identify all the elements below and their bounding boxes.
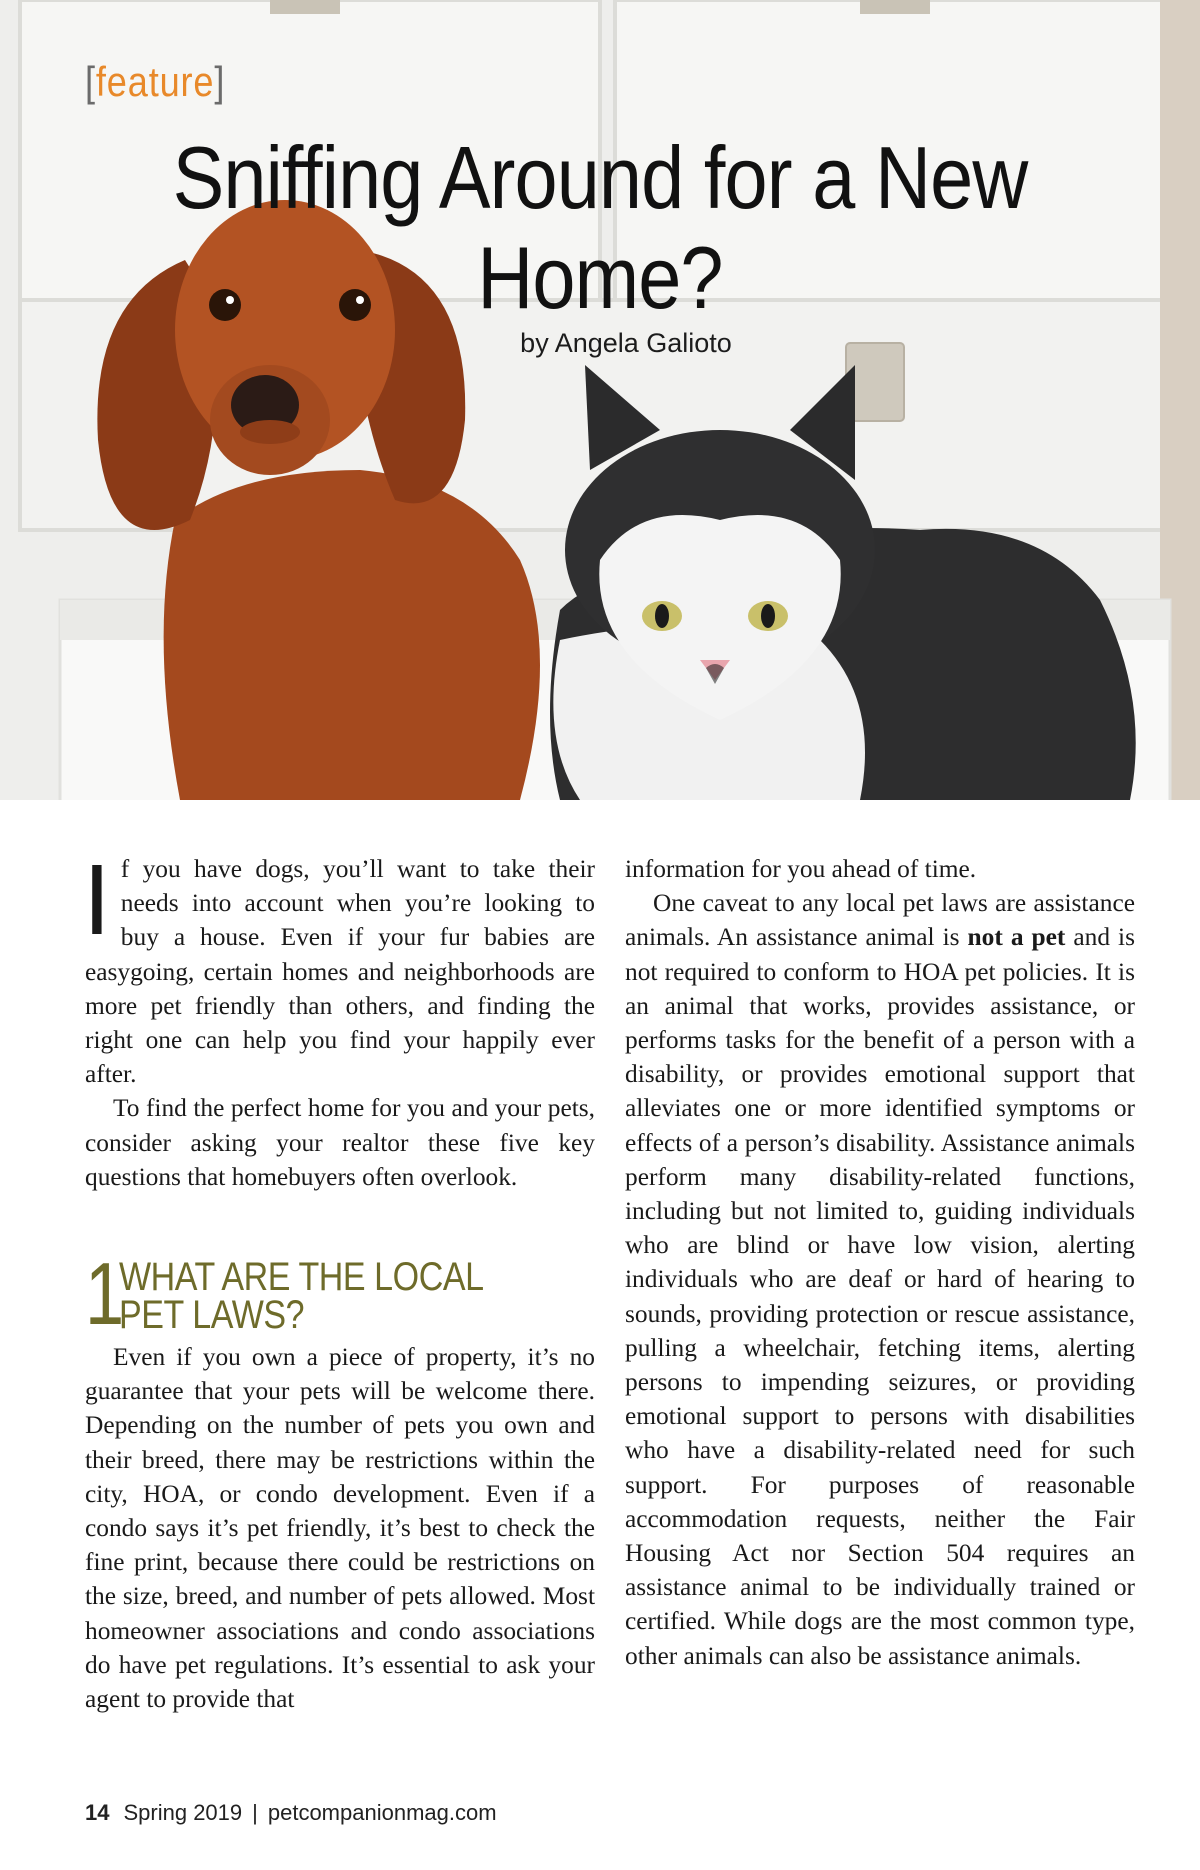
intro-paragraph-2: To find the perfect home for you and your pets, consider asking your realtor these five key questions that homebuyers often overlook. — [85, 1094, 595, 1191]
website-link[interactable]: petcompanionmag.com — [267, 1800, 497, 1825]
footer-separator: | — [252, 1800, 258, 1825]
intro-paragraph: If you have dogs, you’ll want to take their needs into account when you’re looking to buy a house. Even if your fur babies are easygoing, certain homes and neighborhoods are more pet friendly than others, and finding the right one can help you find your happily ever after. — [83, 844, 595, 1089]
section-number: 1 — [85, 1244, 125, 1344]
article-byline: by Angela Galioto — [520, 328, 732, 358]
emphasis-not-a-pet: not a pet — [967, 923, 1066, 952]
dog-and-cat-in-drawer-illustration — [0, 0, 1200, 842]
kicker-word: feature — [95, 58, 215, 105]
article-column-left — [83, 844, 595, 1716]
drop-cap: I — [83, 844, 111, 956]
page-number: 14 — [85, 1800, 110, 1825]
hero-photo — [0, 0, 1200, 842]
continued-paragraph: information for you ahead of time. — [625, 855, 977, 883]
section-title: WHAT ARE THE LOCAL PET LAWS? — [119, 1255, 483, 1338]
section-1-paragraph: Even if you own a piece of property, it’s no guarantee that your pets will be welcome there. Depending on the number of pets you own and their breed, there may be restrictions within the city, HOA, or condo development. Even if a condo says it’s pet friendly, it’s best to check the fine print, because there could be restrictions on the size, breed, and number of pets allowed. Most homeowner associations and condo associations do have pet regulations. It’s essential to ask your agent to provide that — [85, 1343, 595, 1714]
section-heading-1 — [85, 1244, 595, 1344]
article-title: Sniffing Around for a New Home? — [172, 128, 1028, 327]
issue-label: Spring 2019 — [123, 1800, 243, 1825]
section-kicker: [feature] — [85, 58, 226, 105]
page-footer — [85, 1800, 497, 1826]
assistance-animals-paragraph: One caveat to any local pet laws are assistance animals. An assistance animal is not a pet and is not required to conform to HOA pet policies. It is an animal that works, provides assistance, or performs tasks for the benefit of a person with a disability, or provides emotional support that alleviates one or more identified symptoms or effects of a person’s disability. Assistance animals perform many disability-related functions, including but not limited to, guiding individuals who are blind or have low vision, alerting individuals who are deaf or hard of hearing to sounds, providing protection or rescue assistance, pulling a wheelchair, fetching items, alerting persons to impending seizures, or providing emotional support to persons with disabilities who have a disability-related need for such support. For purposes of reasonable accommodation requests, neither the Fair Housing Act nor Section 504 requires an assistance animal to be individually trained or certified. While dogs are the most common type, other animals can also be assistance animals. — [625, 889, 1135, 1670]
article-column-right — [625, 852, 1135, 1673]
